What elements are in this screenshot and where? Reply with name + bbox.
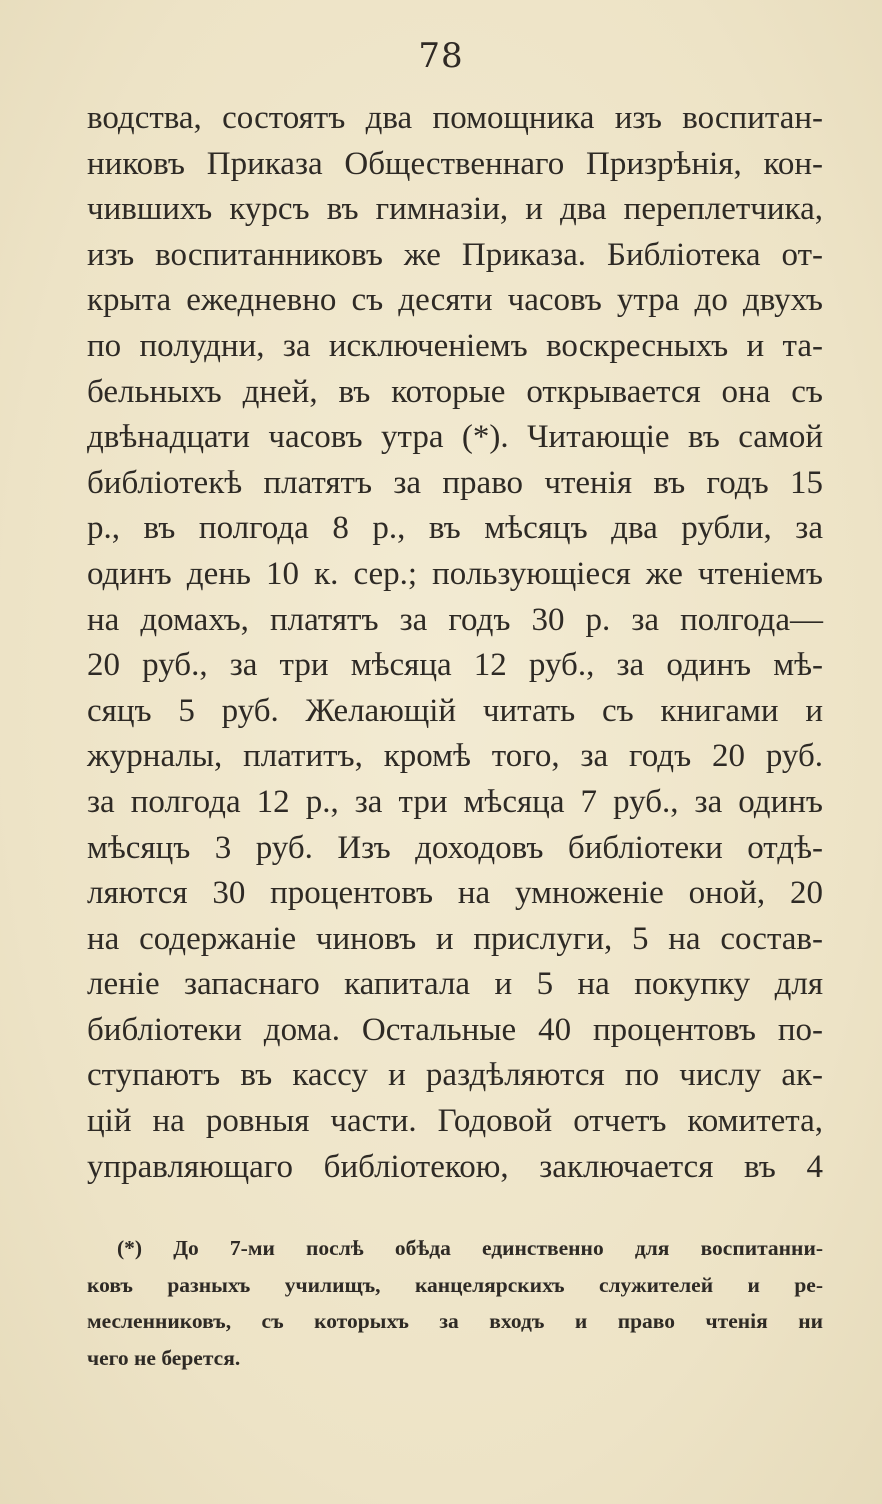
text-line: по полудни, за исключеніемъ воскресныхъ и та- bbox=[87, 327, 823, 364]
text-line: управляющаго библіотекою, заключается въ 4 bbox=[87, 1148, 823, 1185]
text-line: на домахъ, платятъ за годъ 30 р. за полгода— bbox=[87, 601, 823, 638]
text-line: леніе запаснаго капитала и 5 на покупку для bbox=[87, 966, 823, 1003]
text-line: бельныхъ дней, въ которые открывается она съ bbox=[87, 373, 823, 410]
text-line: библіотеки дома. Остальные 40 процентовъ по- bbox=[87, 1011, 823, 1048]
text-line: мѣсяцъ 3 руб. Изъ доходовъ библіотеки отдѣ- bbox=[87, 829, 823, 866]
text-line: ляются 30 процентовъ на умноженіе оной, 20 bbox=[87, 875, 823, 912]
footnote-line: месленниковъ, съ которыхъ за входъ и право чтенія ни bbox=[87, 1309, 823, 1333]
text-line: цій на ровныя части. Годовой отчетъ комитета, bbox=[87, 1103, 823, 1140]
text-line: библіотекѣ платятъ за право чтенія въ годъ 15 bbox=[87, 464, 823, 501]
text-line: сяцъ 5 руб. Желающій читать съ книгами и bbox=[87, 692, 823, 729]
text-line: ступаютъ въ кассу и раздѣляются по числу ак- bbox=[87, 1057, 823, 1094]
text-line: крыта ежедневно съ десяти часовъ утра до двухъ bbox=[87, 282, 823, 319]
body-text bbox=[87, 96, 823, 1190]
footnote-line: ковъ разныхъ училищъ, канцелярскихъ служителей и ре- bbox=[87, 1272, 823, 1297]
text-line: никовъ Приказа Общественнаго Призрѣнія, кон- bbox=[87, 145, 823, 182]
footnote-line: (*) До 7-ми послѣ обѣда единственно для воспитанни- bbox=[117, 1236, 823, 1260]
footnote-line: чего не берется. bbox=[87, 1345, 241, 1370]
text-line: водства, состоятъ два помощника изъ воспитан- bbox=[87, 100, 823, 136]
text-line: р., въ полгода 8 р., въ мѣсяцъ два рубли, за bbox=[87, 510, 823, 547]
text-line: чившихъ курсъ въ гимназіи, и два переплетчика, bbox=[87, 191, 823, 228]
text-line: за полгода 12 р., за три мѣсяца 7 руб., за одинъ bbox=[87, 783, 823, 820]
footnote bbox=[87, 1230, 823, 1376]
text-line: журналы, платитъ, кромѣ того, за годъ 20 руб. bbox=[87, 738, 823, 775]
page-number: 78 bbox=[418, 36, 464, 76]
text-line: изъ воспитанниковъ же Приказа. Библіотека от- bbox=[87, 236, 823, 273]
text-line: 20 руб., за три мѣсяца 12 руб., за одинъ мѣ- bbox=[87, 647, 823, 684]
text-line: на содержаніе чиновъ и прислуги, 5 на состав- bbox=[87, 920, 823, 957]
text-line: двѣнадцати часовъ утра (*). Читающіе въ самой bbox=[87, 419, 823, 456]
text-line: одинъ день 10 к. сер.; пользующіеся же чтеніемъ bbox=[87, 555, 823, 592]
